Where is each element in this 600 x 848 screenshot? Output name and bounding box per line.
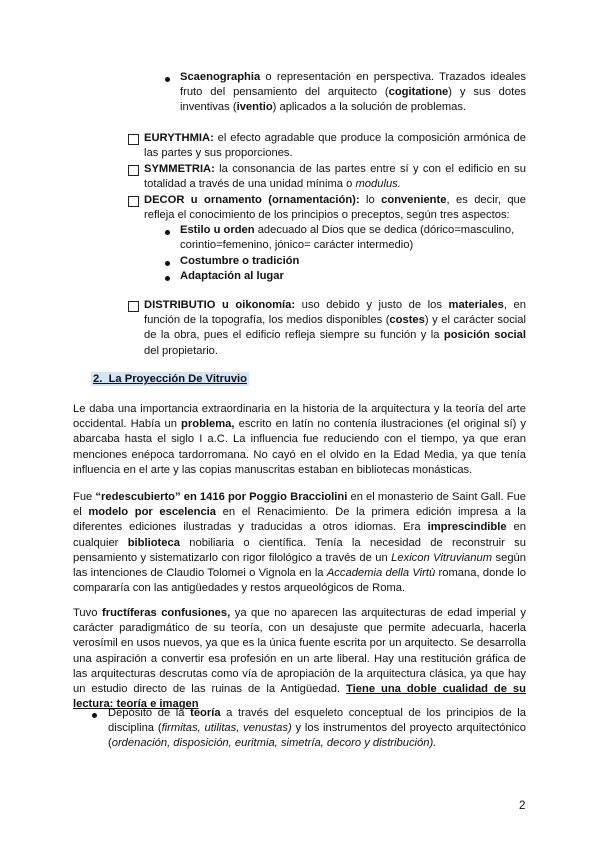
paragraph-influence: Le daba una importancia extraordinaria en la historia de la arquitectura y la teoría del arte occidental. Había un problema, escrito en latín no contenía ilustraciones (el original sí) y abarcaba hasta el siglo I a.C. La influencia fue reduciendo con el tiempo, ya que eran menciones enépoca tardorromana. No cayó en el olvido en la Edad Media, ya que tenía influencia en el arte y las copias manuscritas estaban en bibliotecas monásticas. [73, 403, 526, 476]
bullet-dot [165, 261, 170, 266]
section-heading: 2. La Proyección De Vitruvio [93, 373, 248, 385]
decor-subitem-costumbre: Costumbre o tradición [180, 255, 300, 267]
distributio-item: DISTRIBUTIO u oikonomía: uso debido y justo de los materiales, en función de la topografía, los medios disponibles (costes) y el carácter social de la obra, pues el edificio refleja siempre su función y la posición social del propietario. [144, 299, 526, 357]
bullet-dot [165, 77, 170, 82]
bullet-dot [92, 713, 97, 718]
decor-subitem-adaptacion: Adaptación al lugar [180, 270, 284, 282]
bullet-dot [165, 276, 170, 281]
bullet-dot [165, 230, 170, 235]
page-number: 2 [519, 800, 526, 812]
checkbox-icon [128, 165, 139, 176]
scaenographia-item: Scaenographia o representación en perspectiva. Trazados ideales fruto del pensamiento del arquitecto (cogitatione) y sus dotes inventivas (iventio) aplicados a la solución de problemas. [180, 71, 527, 114]
eurythmia-item: EURYTHMIA: el efecto agradable que produce la composición armónica de las partes y sus proporciones. [144, 132, 526, 160]
paragraph-confusions: Tuvo fructíferas confusiones, ya que no aparecen las arquitecturas de edad imperial y carácter paradigmático de su teoría, con un desajuste que permite adecuarla, hacerla verosímil en usos nuevos, ya que es la única fuente escrita por un arquitecto. Se desarrolla una aspiración a convertir esa profesión en un arte liberal. Hay una restitución gráfica de las arquitecturas descrutas como vía de apropiación de la arquitectura clásica, ya que hay un estudio directo de las ruinas de la Antigüedad. Tiene una doble cualidad de su lectura: teoría e imagen [73, 607, 526, 711]
teoria-item: Depósito de la teoría a través del esqueleto conceptual de los principios de la disciplina (firmitas, utilitas, venustas) y los instrumentos del proyecto arquitectónico (ordenación, disposición, euritmia, simetría, decoro y distribución). [108, 707, 526, 750]
checkbox-icon [128, 301, 139, 312]
checkbox-icon [128, 134, 139, 145]
paragraph-rediscovery: Fue “redescubierto” en 1416 por Poggio Bracciolini en el monasterio de Saint Gall. Fue el modelo por escelencia en el Renacimiento. De la primera edición impresa a la diferentes ediciones ilustradas y traducidas a otros idiomas. Era imprescindible en cualquier biblioteca nobiliaria o científica. Tenía la necesidad de reconstruir su pensamiento y sistematizarlo con rigor filológico a través de un Lexicon Vitruvianum según las intenciones de Claudio Tolomei o Vignola en la Accademia della Virtù romana, donde lo compararía con las antigüedades y restos arqueológicos de Roma. [73, 491, 526, 595]
decor-subitem-estilo: Estilo u orden adecuado al Dios que se dedica (dórico=masculino, corintio=femenino, jónico= carácter intermedio) [180, 224, 515, 252]
checkbox-icon [128, 196, 139, 207]
symmetria-item: SYMMETRIA: la consonancia de las partes entre sí y con el edificio en su totalidad a través de una unidad mínima o modulus. [144, 163, 526, 191]
decor-item: DECOR u ornamento (ornamentación): lo conveniente, es decir, que refleja el conocimiento de los principios o preceptos, según tres aspectos: [144, 194, 527, 222]
